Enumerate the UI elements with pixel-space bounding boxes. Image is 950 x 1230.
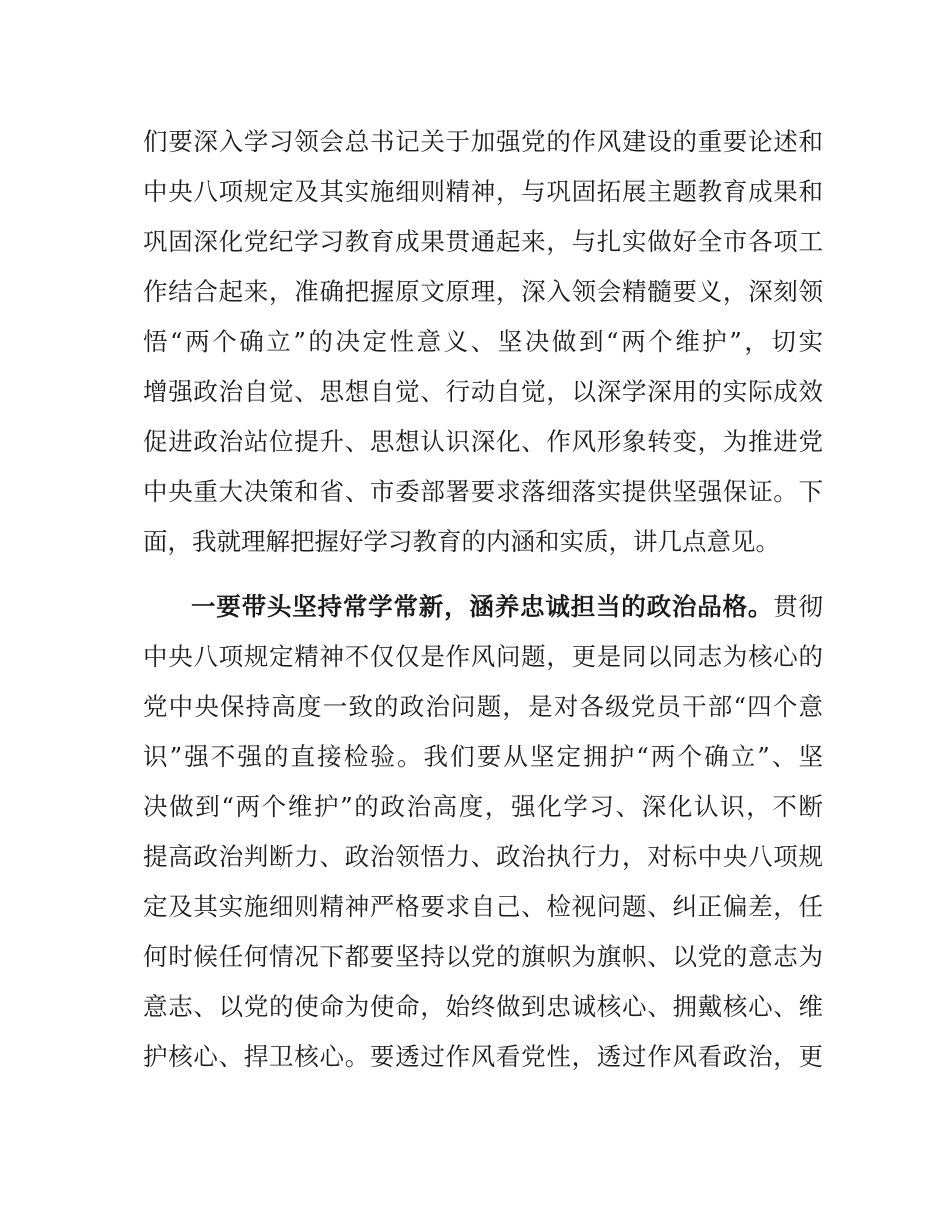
paragraph-line: 识”强不强的直接检验。我们要从坚定拥护“两个确立”、坚 xyxy=(143,742,823,771)
paragraph-line: 巩固深化党纪学习教育成果贯通起来，与扎实做好全市各项工 xyxy=(143,227,823,256)
paragraph-line: 意志、以党的使命为使命，始终做到忠诚核心、拥戴核心、维 xyxy=(143,992,823,1021)
paragraph-line: 面，我就理解把握好学习教育的内涵和实质，讲几点意见。 xyxy=(143,527,780,556)
paragraph-line: 护核心、捍卫核心。要透过作风看党性，透过作风看政治，更 xyxy=(143,1042,823,1071)
paragraph-line: 中央八项规定及其实施细则精神，与巩固拓展主题教育成果和 xyxy=(143,177,823,206)
paragraph-line: 定及其实施细则精神严格要求自己、检视问题、纠正偏差，任 xyxy=(143,892,823,921)
paragraph-line: 党中央保持高度一致的政治问题，是对各级党员干部“四个意 xyxy=(143,692,823,721)
paragraph-line: 决做到“两个维护”的政治高度，强化学习、深化认识，不断 xyxy=(143,792,823,821)
paragraph-line: 何时候任何情况下都要坚持以党的旗帜为旗帜、以党的意志为 xyxy=(143,942,823,971)
paragraph-line: 中央重大决策和省、市委部署要求落细落实提供坚强保证。下 xyxy=(143,477,823,506)
section-heading: 一要带头坚持常学常新，涵养忠诚担当的政治品格。 xyxy=(191,592,774,621)
paragraph-first-line xyxy=(191,587,823,627)
paragraph-line: 中央八项规定精神不仅仅是作风问题，更是同以同志为核心的 xyxy=(143,642,823,671)
paragraph-line: 增强政治自觉、思想自觉、行动自觉，以深学深用的实际成效 xyxy=(143,377,823,406)
paragraph-line: 们要深入学习领会总书记关于加强党的作风建设的重要论述和 xyxy=(143,127,823,156)
paragraph-text: 贯彻 xyxy=(773,592,823,621)
paragraph-line: 悟“两个确立”的决定性意义、坚决做到“两个维护”，切实 xyxy=(143,327,823,356)
paragraph-line: 提高政治判断力、政治领悟力、政治执行力，对标中央八项规 xyxy=(143,842,823,871)
paragraph-line: 作结合起来，准确把握原文原理，深入领会精髓要义，深刻领 xyxy=(143,277,823,306)
paragraph-line: 促进政治站位提升、思想认识深化、作风形象转变，为推进党 xyxy=(143,427,823,456)
